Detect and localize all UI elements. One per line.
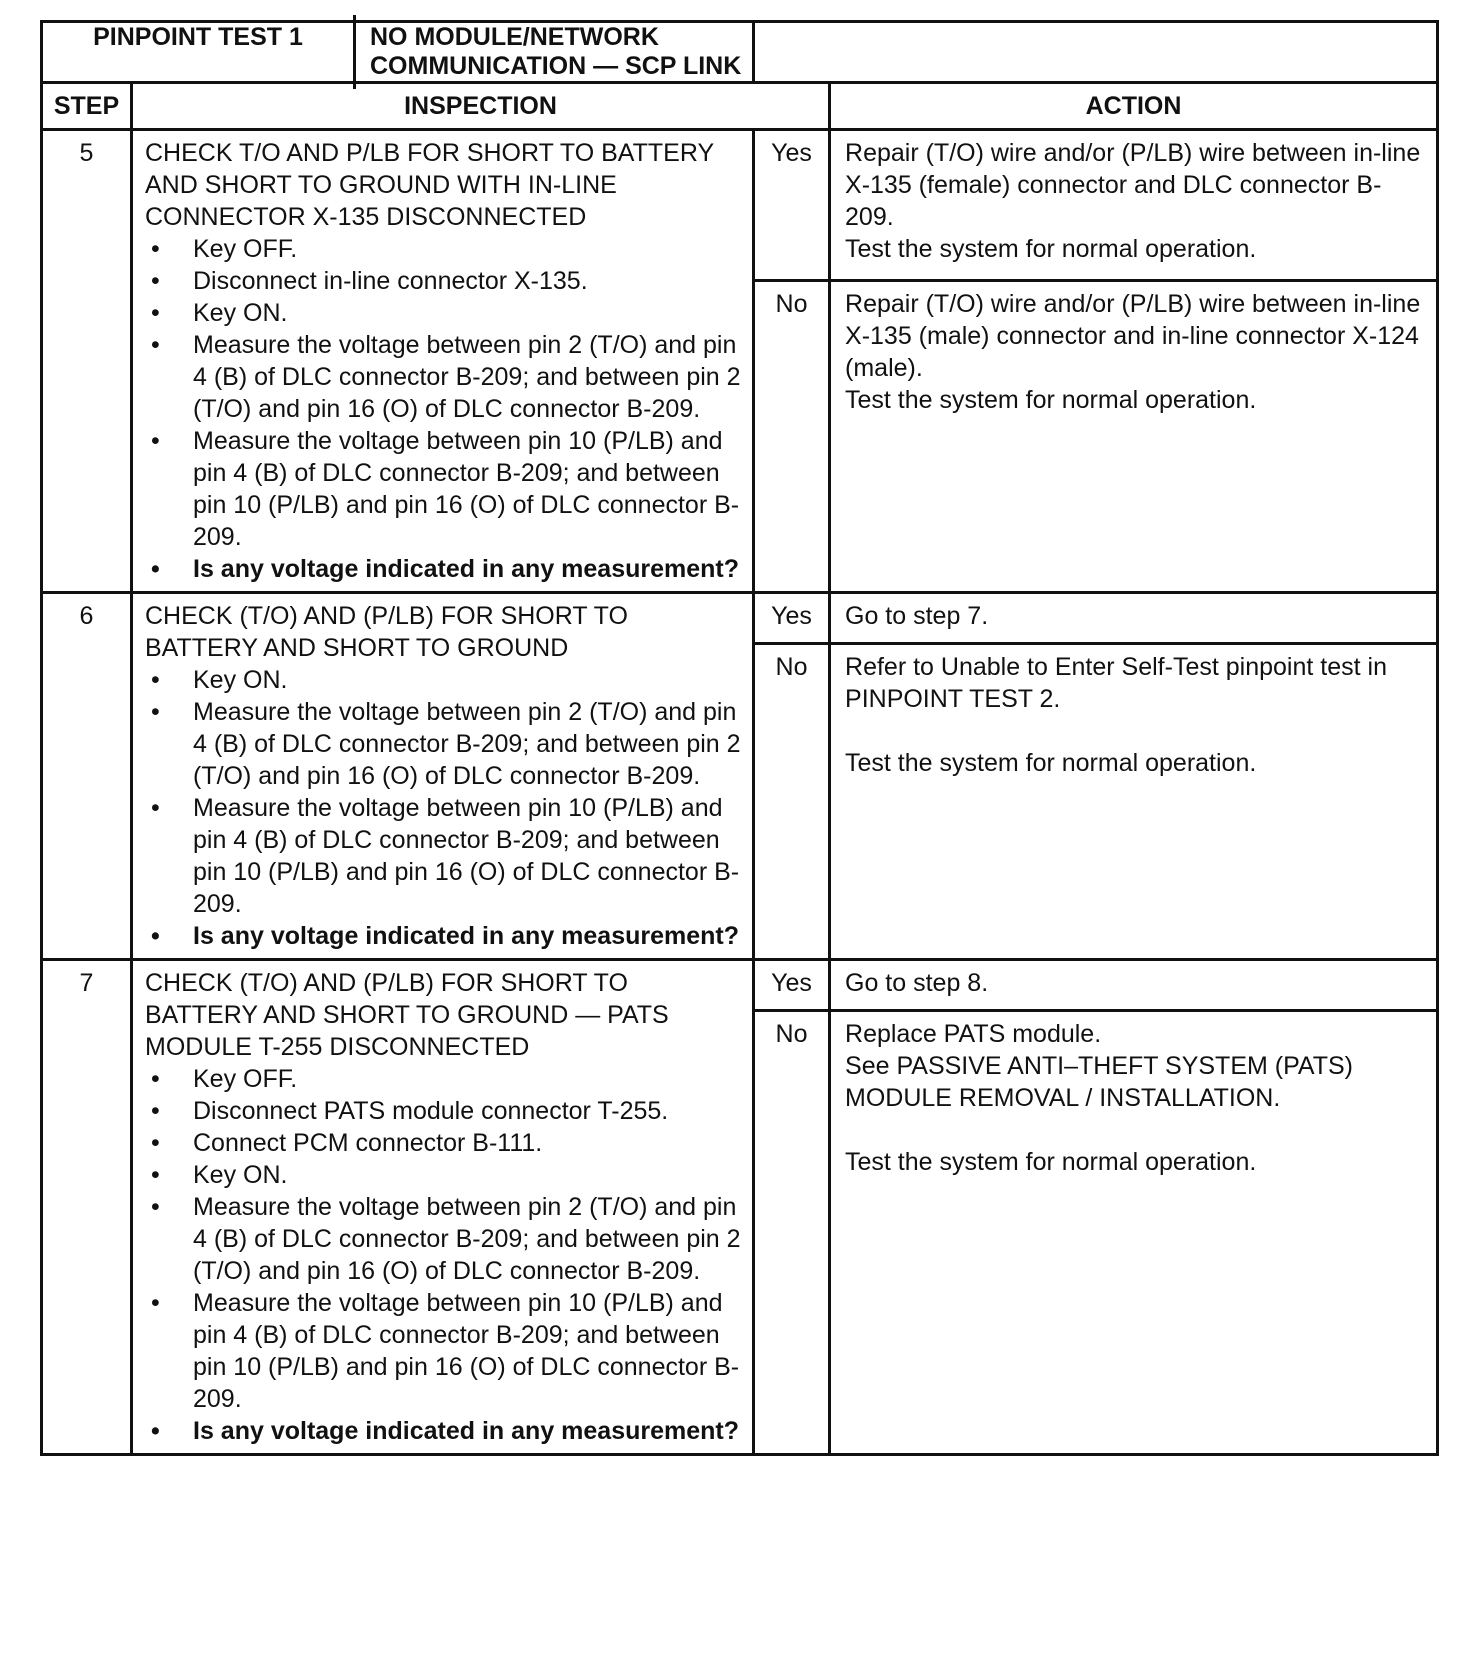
step-inspection (132, 130, 754, 593)
spacer (845, 715, 1426, 747)
bullet-text: Measure the voltage between pin 10 (P/LB) and pin 4 (B) of DLC connector B-209; and between pin 10 (P/LB) and pin 16 (O) of DLC connector B-209. (193, 1289, 740, 1413)
bullet-glyph: • (151, 922, 160, 950)
list-item (145, 1191, 742, 1287)
question-item (145, 920, 742, 952)
list-item (145, 329, 742, 425)
bullet-glyph: • (151, 1065, 160, 1093)
bullet-glyph: • (151, 427, 160, 455)
step-title: CHECK (T/O) AND (P/LB) FOR SHORT TO BATTERY AND SHORT TO GROUND — PATS MODULE T-255 DISCONNECTED (145, 969, 669, 1061)
list-item (145, 425, 742, 553)
column-header-row (42, 83, 1438, 130)
spacer (845, 1114, 1426, 1146)
bullet-text: Disconnect in-line connector X-135. (193, 267, 588, 295)
action-text: Repair (T/O) wire and/or (P/LB) wire between in-line X-135 (male) connector and in-line connector X-124 (male). (845, 290, 1421, 382)
bullet-glyph: • (151, 1161, 160, 1189)
question-text: Is any voltage indicated in any measurement? (193, 1417, 740, 1445)
no-action (830, 281, 1438, 593)
bullet-glyph: • (151, 299, 160, 327)
column-header-action: ACTION (830, 83, 1438, 130)
list-item (145, 1127, 742, 1159)
bullet-text: Measure the voltage between pin 2 (T/O) and pin 4 (B) of DLC connector B-209; and between pin 2 (T/O) and pin 16 (O) of DLC connector B-209. (193, 331, 741, 423)
list-item (145, 1159, 742, 1191)
yes-action (830, 593, 1438, 644)
bullet-text: Key ON. (193, 1161, 288, 1189)
action-text: Repair (T/O) wire and/or (P/LB) wire between in-line X-135 (female) connector and DLC connector B-209. (845, 139, 1421, 231)
step-6-yes-row (42, 593, 1438, 644)
no-label: No (754, 644, 830, 960)
bullet-glyph: • (151, 794, 160, 822)
no-label: No (754, 281, 830, 593)
question-text: Is any voltage indicated in any measurement? (193, 922, 740, 950)
bullet-glyph: • (151, 555, 160, 583)
step-inspection (132, 960, 754, 1455)
list-item (145, 265, 742, 297)
bullet-glyph: • (151, 1129, 160, 1157)
bullet-glyph: • (151, 235, 160, 263)
bullet-text: Measure the voltage between pin 2 (T/O) and pin 4 (B) of DLC connector B-209; and between pin 2 (T/O) and pin 16 (O) of DLC connector B-209. (193, 698, 741, 790)
action-text: Test the system for normal operation. (845, 1148, 1257, 1176)
bullet-text: Measure the voltage between pin 10 (P/LB) and pin 4 (B) of DLC connector B-209; and between pin 10 (P/LB) and pin 16 (O) of DLC connector B-209. (193, 794, 740, 918)
list-item (145, 297, 742, 329)
step-7-yes-row (42, 960, 1438, 1011)
bullet-glyph: • (151, 1289, 160, 1317)
bullet-text: Key OFF. (193, 1065, 298, 1093)
question-item (145, 553, 742, 585)
no-action (830, 1011, 1438, 1455)
test-header-spacer (754, 22, 1438, 83)
step-title: CHECK (T/O) AND (P/LB) FOR SHORT TO BATTERY AND SHORT TO GROUND (145, 602, 628, 662)
test-header-row (42, 22, 1438, 83)
bullet-glyph: • (151, 1417, 160, 1445)
no-label: No (754, 1011, 830, 1455)
bullet-text: Key ON. (193, 666, 288, 694)
bullet-text: Connect PCM connector B-111. (193, 1129, 543, 1157)
yes-label: Yes (754, 593, 830, 644)
step-number: 6 (42, 593, 132, 960)
list-item (145, 1287, 742, 1415)
action-text: Go to step 8. (845, 969, 989, 997)
question-item (145, 1415, 742, 1447)
pinpoint-test-document (40, 20, 1436, 1456)
no-action (830, 644, 1438, 960)
bullet-text: Key ON. (193, 299, 288, 327)
list-item (145, 664, 742, 696)
bullet-glyph: • (151, 1097, 160, 1125)
bullet-glyph: • (151, 698, 160, 726)
column-header-step: STEP (42, 83, 132, 130)
action-text: Refer to Unable to Enter Self-Test pinpoint test in PINPOINT TEST 2. (845, 653, 1387, 713)
list-item (145, 792, 742, 920)
list-item (145, 233, 742, 265)
bullet-glyph: • (151, 267, 160, 295)
action-text: Test the system for normal operation. (845, 386, 1257, 414)
test-id: PINPOINT TEST 1 (93, 23, 303, 51)
step-bullet-list (145, 664, 742, 952)
action-text: Test the system for normal operation. (845, 749, 1257, 777)
step-bullet-list (145, 233, 742, 585)
action-text: Replace PATS module. (845, 1020, 1102, 1048)
step-inspection (132, 593, 754, 960)
step-number: 7 (42, 960, 132, 1455)
yes-label: Yes (754, 960, 830, 1011)
bullet-text: Measure the voltage between pin 2 (T/O) and pin 4 (B) of DLC connector B-209; and between pin 2 (T/O) and pin 16 (O) of DLC connector B-209. (193, 1193, 741, 1285)
test-title: NO MODULE/NETWORK COMMUNICATION — SCP LINK (370, 23, 742, 80)
question-text: Is any voltage indicated in any measurement? (193, 555, 740, 583)
bullet-text: Key OFF. (193, 235, 298, 263)
yes-action (830, 960, 1438, 1011)
step-bullet-list (145, 1063, 742, 1447)
list-item (145, 1063, 742, 1095)
bullet-glyph: • (151, 331, 160, 359)
bullet-glyph: • (151, 666, 160, 694)
list-item (145, 696, 742, 792)
step-title: CHECK T/O AND P/LB FOR SHORT TO BATTERY AND SHORT TO GROUND WITH IN-LINE CONNECTOR X-135 DISCONNECTED (145, 139, 714, 231)
step-number: 5 (42, 130, 132, 593)
list-item (145, 1095, 742, 1127)
action-text: Test the system for normal operation. (845, 235, 1257, 263)
action-text: Go to step 7. (845, 602, 989, 630)
yes-action (830, 130, 1438, 281)
bullet-text: Measure the voltage between pin 10 (P/LB) and pin 4 (B) of DLC connector B-209; and between pin 10 (P/LB) and pin 16 (O) of DLC connector B-209. (193, 427, 740, 551)
pinpoint-test-table (40, 20, 1439, 1456)
step-5-yes-row (42, 130, 1438, 281)
test-id-cell (42, 22, 754, 83)
bullet-text: Disconnect PATS module connector T-255. (193, 1097, 669, 1125)
bullet-glyph: • (151, 1193, 160, 1221)
action-text: See PASSIVE ANTI–THEFT SYSTEM (PATS) MODULE REMOVAL / INSTALLATION. (845, 1052, 1354, 1112)
yes-label: Yes (754, 130, 830, 281)
column-header-inspection: INSPECTION (132, 83, 830, 130)
